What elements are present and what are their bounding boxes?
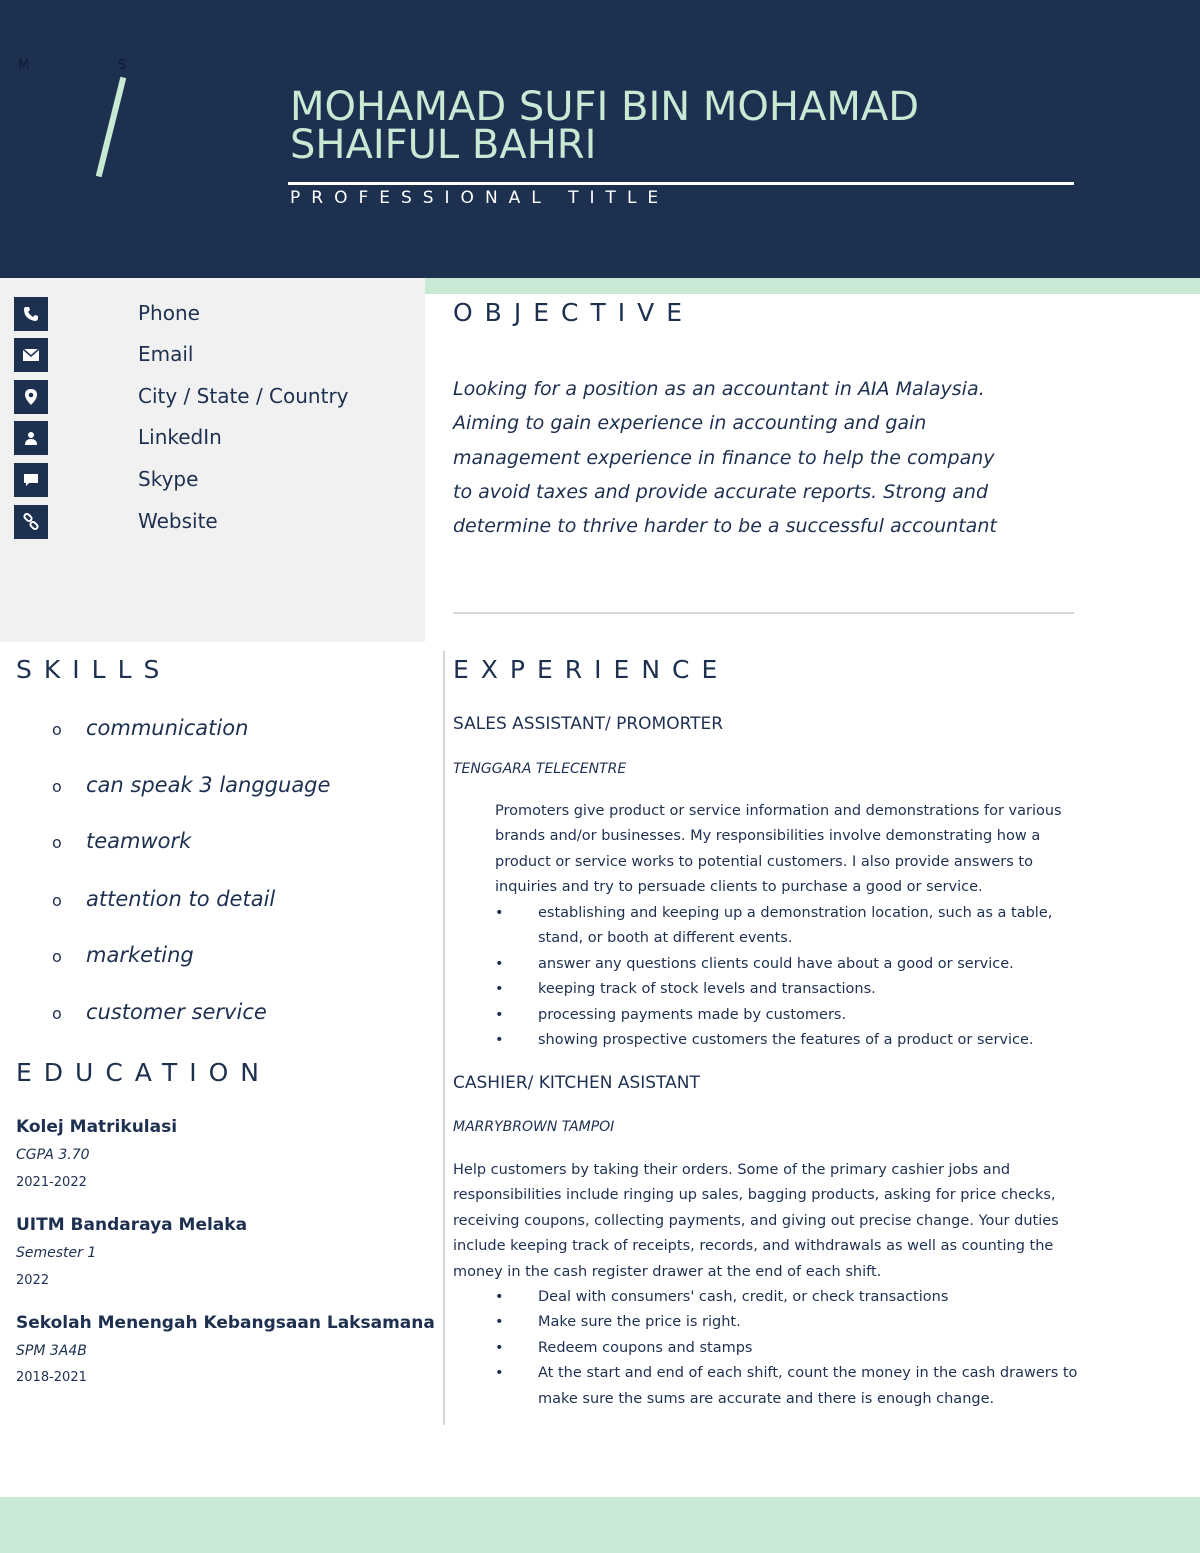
column-divider bbox=[443, 651, 445, 1425]
job-description: Help customers by taking their orders. Some of the primary cashier jobs and responsibilities include ringing up sales, bagging products, asking for price checks, receiving coupons, collecting payments, and giving out precise change. Your duties include keeping track of receipts, records, and withdrawals as well as counting the money in the cash register drawer at the end of each shift. bbox=[453, 1162, 1059, 1280]
circle-bullet-icon: o bbox=[52, 833, 62, 852]
phone-label: Phone bbox=[138, 301, 200, 325]
education-years: 2018-2021 bbox=[16, 1370, 87, 1385]
accent-strip bbox=[425, 278, 1200, 294]
education-school: Sekolah Menengah Kebangsaan Laksamana bbox=[16, 1313, 435, 1333]
skill-label: communication bbox=[86, 716, 249, 740]
experience-heading: EXPERIENCE bbox=[453, 655, 730, 684]
objective-heading: OBJECTIVE bbox=[453, 298, 694, 327]
job-title: SALES ASSISTANT/ PROMORTER bbox=[453, 714, 724, 734]
linkedin-label: LinkedIn bbox=[138, 425, 222, 449]
header-banner bbox=[0, 0, 1200, 278]
link-icon bbox=[14, 505, 48, 539]
monogram-slash bbox=[96, 77, 126, 177]
duty-item: • establishing and keeping up a demonstration location, such as a table, stand, or booth at different events. bbox=[495, 901, 1080, 952]
circle-bullet-icon: o bbox=[52, 777, 62, 796]
skill-item bbox=[52, 773, 330, 797]
job-title: CASHIER/ KITCHEN ASISTANT bbox=[453, 1073, 700, 1093]
professional-title: PROFESSIONAL TITLE bbox=[290, 188, 670, 208]
objective-text: Looking for a position as an accountant in AIA Malaysia. Aiming to gain experience in accounting and gain management experience in finance to help the company to avoid taxes and provide accurate reports. Strong and determine to thrive harder to be a successful accountant bbox=[453, 378, 997, 538]
name-underline bbox=[288, 182, 1074, 185]
duty-item: • Deal with consumers' cash, credit, or check transactions bbox=[495, 1285, 1080, 1310]
skill-item bbox=[52, 887, 275, 911]
email-label: Email bbox=[138, 342, 194, 366]
skill-item bbox=[52, 716, 248, 740]
job-company: TENGGARA TELECENTRE bbox=[453, 761, 627, 777]
chat-bubble-icon bbox=[14, 463, 48, 497]
circle-bullet-icon: o bbox=[52, 947, 62, 966]
skill-item bbox=[52, 943, 194, 967]
education-detail: SPM 3A4B bbox=[16, 1343, 87, 1359]
duty-item: • At the start and end of each shift, count the money in the cash drawers to make sure the sums are accurate and there is enough change. bbox=[495, 1361, 1080, 1412]
education-years: 2022 bbox=[16, 1273, 50, 1288]
skype-label: Skype bbox=[138, 467, 199, 491]
linkedin-icon bbox=[14, 421, 48, 455]
education-detail: CGPA 3.70 bbox=[16, 1147, 90, 1163]
phone-icon bbox=[14, 297, 48, 331]
monogram-left: M bbox=[18, 58, 30, 73]
education-detail: Semester 1 bbox=[16, 1245, 97, 1261]
circle-bullet-icon: o bbox=[52, 720, 62, 739]
education-school: Kolej Matrikulasi bbox=[16, 1117, 178, 1137]
job-company: MARRYBROWN TAMPOI bbox=[453, 1119, 615, 1135]
duty-item: • Redeem coupons and stamps bbox=[495, 1336, 1080, 1361]
circle-bullet-icon: o bbox=[52, 891, 62, 910]
education-school: UITM Bandaraya Melaka bbox=[16, 1215, 248, 1235]
skill-label: marketing bbox=[86, 943, 194, 967]
duty-item: • answer any questions clients could have about a good or service. bbox=[495, 952, 1080, 977]
footer-band bbox=[0, 1497, 1200, 1553]
skill-label: customer service bbox=[86, 1000, 267, 1024]
candidate-name: MOHAMAD SUFI BIN MOHAMAD SHAIFUL BAHRI bbox=[290, 84, 920, 168]
education-years: 2021-2022 bbox=[16, 1175, 87, 1190]
website-label: Website bbox=[138, 509, 218, 533]
objective-divider bbox=[453, 612, 1074, 614]
location-pin-icon bbox=[14, 380, 48, 414]
job-duties-list bbox=[495, 901, 1080, 1053]
duty-item: • Make sure the price is right. bbox=[495, 1310, 1080, 1335]
skill-label: teamwork bbox=[86, 829, 192, 853]
skill-label: can speak 3 langguage bbox=[86, 773, 331, 797]
skills-heading: SKILLS bbox=[16, 655, 172, 684]
duty-item: • processing payments made by customers. bbox=[495, 1003, 1080, 1028]
circle-bullet-icon: o bbox=[52, 1004, 62, 1023]
job-description: Promoters give product or service information and demonstrations for various brands and/or businesses. My responsibilities involve demonstrating how a product or service works to potential customers. I also provide answers to inquiries and try to persuade clients to purchase a good or service. bbox=[495, 803, 1062, 896]
skill-label: attention to detail bbox=[86, 887, 276, 911]
duty-item: • keeping track of stock levels and transactions. bbox=[495, 977, 1080, 1002]
location-label: City / State / Country bbox=[138, 384, 349, 408]
education-heading: EDUCATION bbox=[16, 1058, 271, 1087]
skill-item bbox=[52, 829, 191, 853]
email-icon bbox=[14, 338, 48, 372]
monogram-right: S bbox=[118, 58, 127, 73]
duty-item: • showing prospective customers the features of a product or service. bbox=[495, 1028, 1080, 1053]
job-duties-list bbox=[495, 1285, 1080, 1412]
contact-panel bbox=[0, 278, 425, 642]
skill-item bbox=[52, 1000, 267, 1024]
